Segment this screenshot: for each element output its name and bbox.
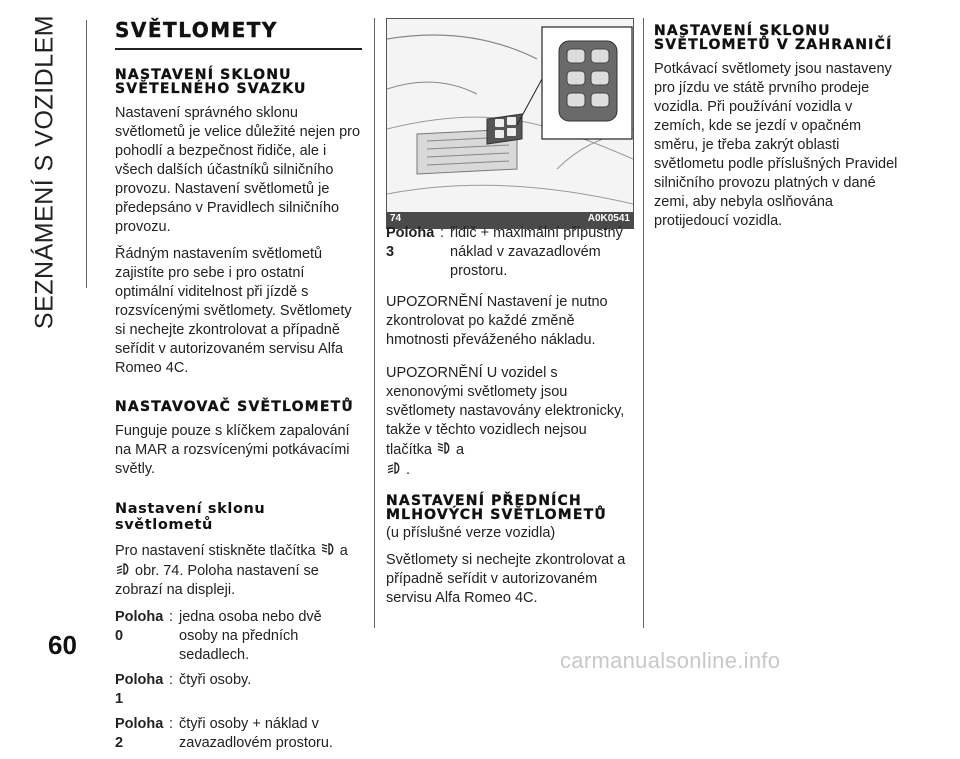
column-3 [654, 24, 904, 239]
section-heading-adjustment: Nastavení sklonu světlometů [115, 501, 266, 533]
column-2 [386, 224, 632, 616]
figure-code: A0K0541 [587, 213, 630, 224]
position-row: Poloha 0 : jedna osoba nebo dvě osoby na předních sedadlech. [115, 608, 362, 665]
position-row: Poloha 3 : řidič + maximální přípustný náklad v zavazadlovém prostoru. [386, 224, 632, 281]
headlamp-up-icon [436, 440, 452, 456]
figure-74-illustration [386, 18, 634, 214]
text-span: a [339, 543, 348, 559]
headlamp-down-icon [115, 561, 131, 577]
column-divider [374, 18, 375, 628]
paragraph: Funguje pouze s klíčkem zapalování na MAR a rozsvícenými potkávacími světly. [115, 423, 350, 477]
position-row: Poloha 2 : čtyři osoby + náklad v zavazadlovém prostoru. [115, 715, 362, 753]
position-label: Poloha 3 [386, 225, 435, 260]
text-span: obr. 74. Poloha nastavení se zobrazí na displeji. [115, 563, 319, 598]
headlamp-down-icon [386, 460, 402, 476]
headlamp-up-icon [320, 541, 336, 557]
column-1 [115, 18, 362, 759]
position-text: čtyři osoby + náklad v zavazadlovém prostoru. [179, 716, 333, 751]
position-label: Poloha 1 [115, 672, 164, 707]
paragraph: Řádným nastavením světlometů zajistíte pro sebe i pro ostatní optimální viditelnost při jízdě s rozsvícenými světlomety. Světlomety si nechejte zkontrolovat a případně seřídit v autorizovaném servisu Alfa Romeo 4C. [115, 246, 352, 376]
position-label: Poloha 2 [115, 716, 164, 751]
side-section-title-text: SEZNÁMENÍ S VOZIDLEM [30, 14, 59, 330]
text-span: Pro nastavení stiskněte tlačítka [115, 543, 316, 559]
version-note: (u příslušné verze vozidla) [386, 525, 556, 541]
figure-number: 74 [390, 213, 402, 224]
paragraph-buttons [115, 541, 362, 600]
section-heading-fog-lights: NASTAVENÍ PŘEDNÍCH MLHOVÝCH SVĚTLOMETŮ [386, 493, 608, 523]
dashboard-switch-drawing [387, 19, 633, 213]
warning-paragraph-buttons [386, 364, 632, 480]
section-heading-beam-angle: NASTAVENÍ SKLONU SVĚTELNÉHO SVAZKU [115, 67, 307, 97]
paragraph: Světlomety si nechejte zkontrolovat a případně seřídit v autorizovaném servisu Alfa Romeo 4C. [386, 552, 626, 606]
paragraph: Potkávací světlomety jsou nastaveny pro jízdu ve státě prvního prodeje vozidla. Při používání vozidla v zemích, kde se jezdí v opačném směru, je třeba zakrýt oblasti světlometu podle příslušných Pravidel silničního provozu platných v dané zemi, aby nebyla oslňována protijedoucí vozidla. [654, 61, 898, 229]
position-text: čtyři osoby. [179, 672, 252, 688]
paragraph: Nastavení správného sklonu světlometů je velice důležité nejen pro pohodlí a bezpečnost řidiče, ale i všech dalších účastníků silničního provozu. Nastavení světlometů je předepsáno v Pravidlech silničního provozu. [115, 105, 361, 235]
position-text: řidič + maximální přípustný náklad v zavazadlovém prostoru. [450, 225, 623, 279]
column-divider [643, 18, 644, 628]
title-rule [115, 48, 362, 50]
page-title: SVĚTLOMETY [115, 18, 278, 42]
page-number: 60 [48, 630, 77, 660]
position-row: Poloha 1 : čtyři osoby. [115, 671, 362, 709]
warning-paragraph: UPOZORNĚNÍ Nastavení je nutno zkontrolovat po každé změně hmotnosti převáženého nákladu. [386, 294, 608, 348]
section-heading-abroad: NASTAVENÍ SKLONU SVĚTLOMETŮ V ZAHRANIČÍ [654, 23, 893, 53]
side-divider [86, 20, 87, 288]
position-text: jedna osoba nebo dvě osoby na předních sedadlech. [179, 609, 322, 663]
text-span: a [456, 442, 465, 458]
text-span: . [406, 462, 411, 478]
watermark: carmanualsonline.info [560, 648, 781, 673]
side-section-title [4, 14, 86, 330]
text-span: UPOZORNĚNÍ U vozidel s xenonovými světlomety jsou světlomety nastavovány elektronicky, takže v těchto vozidlech nejsou tlačítka [386, 365, 625, 458]
position-label: Poloha 0 [115, 609, 164, 644]
section-heading-adjuster: NASTAVOVAČ SVĚTLOMETŮ [115, 399, 354, 415]
